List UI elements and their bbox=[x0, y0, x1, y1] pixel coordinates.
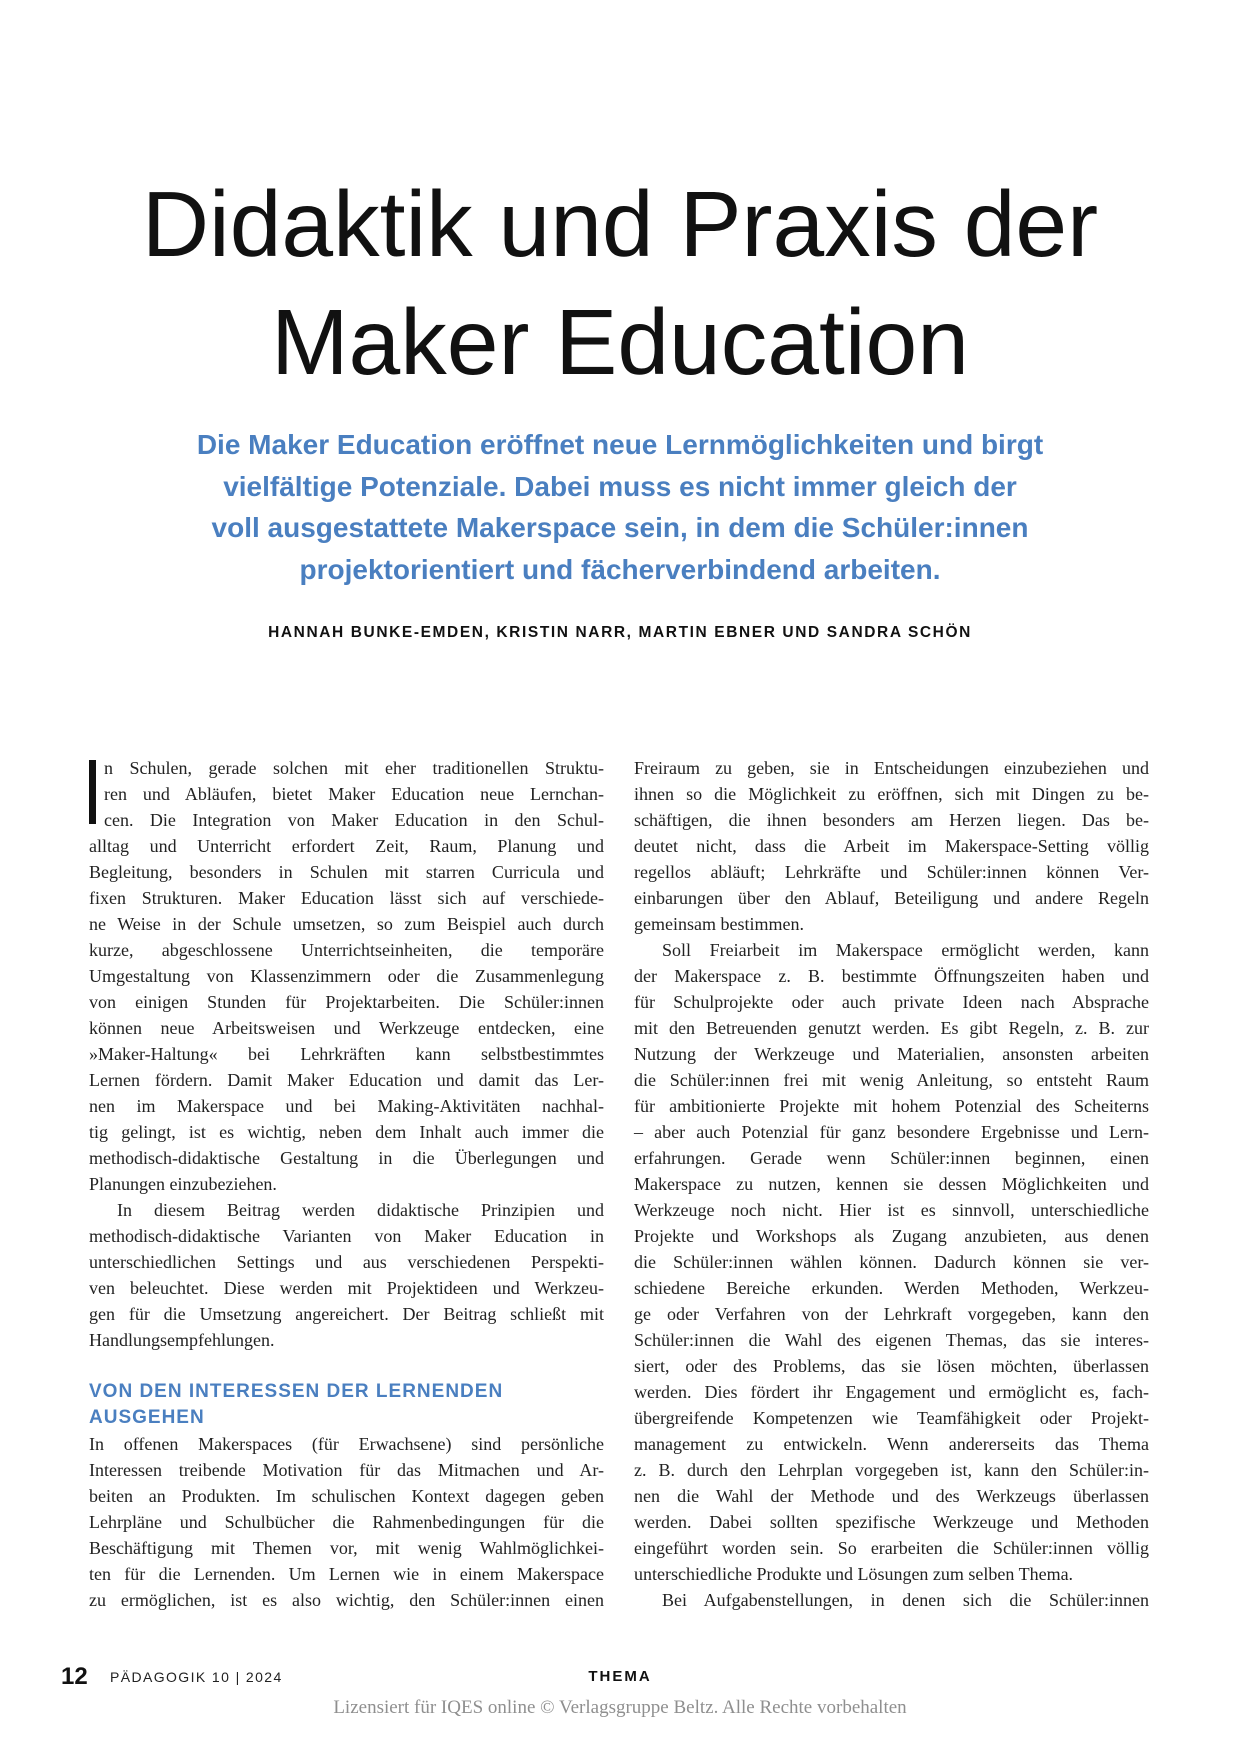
body-text-line: gemeinsam bestimmen. bbox=[634, 914, 804, 934]
body-text-line: ihnen so die Möglichkeit zu eröffnen, sich mit Dingen zu be- bbox=[634, 784, 1149, 804]
body-text-line: Lernen fördern. Damit Maker Education und damit das Ler- bbox=[89, 1070, 604, 1090]
body-text-line: schäftigen, die ihnen besonders am Herzen liegen. Das be- bbox=[634, 810, 1149, 830]
body-text-line: beiten an Produkten. Im schulischen Kontext dagegen geben bbox=[89, 1486, 604, 1506]
body-text-line: n Schulen, gerade solchen mit eher traditionellen Struktu- bbox=[104, 758, 604, 778]
lead-line: voll ausgestattete Makerspace sein, in dem die Schüler:innen bbox=[211, 512, 1029, 543]
body-text-line: deutet nicht, dass die Arbeit im Makerspace-Setting völlig bbox=[634, 836, 1149, 856]
article-lead bbox=[0, 424, 1240, 590]
body-text-line: Freiraum zu geben, sie in Entscheidungen einzubeziehen und bbox=[634, 758, 1149, 778]
body-text-line: Lehrpläne und Schulbücher die Rahmenbedingungen für die bbox=[89, 1512, 604, 1532]
body-text-line: Beschäftigung mit Themen vor, mit wenig Wahlmöglichkei- bbox=[89, 1538, 604, 1558]
section-heading-line: VON DEN INTERESSEN DER LERNENDEN bbox=[89, 1381, 504, 1402]
body-text-line: Bei Aufgabenstellungen, in denen sich die Schüler:innen bbox=[662, 1590, 1149, 1610]
body-text-line: In diesem Beitrag werden didaktische Prinzipien und bbox=[117, 1200, 604, 1220]
body-text-line: Makerspace zu nutzen, kennen sie dessen Möglichkeiten und bbox=[634, 1174, 1149, 1194]
body-text-line: ven beleuchtet. Diese werden mit Projektideen und Werkzeu- bbox=[89, 1278, 604, 1298]
body-text-line: management zu entwickeln. Wenn andererseits das Thema bbox=[634, 1434, 1149, 1454]
body-text-line: unterschiedliche Produkte und Lösungen zum selben Thema. bbox=[634, 1564, 1074, 1584]
body-text-line: eingeführt worden sein. So erarbeiten die Schüler:innen völlig bbox=[634, 1538, 1149, 1558]
body-text-line: werden. Dabei sollten spezifische Werkzeuge und Methoden bbox=[634, 1512, 1149, 1532]
lead-line: vielfältige Potenziale. Dabei muss es nicht immer gleich der bbox=[223, 470, 1017, 502]
authors-byline: HANNAH BUNKE-EMDEN, KRISTIN NARR, MARTIN EBNER UND SANDRA SCHÖN bbox=[268, 624, 972, 641]
body-text-line: kurze, abgeschlossene Unterrichtseinheiten, die temporäre bbox=[89, 940, 604, 960]
body-text-line: Umgestaltung von Klassenzimmern oder die Zusammenlegung bbox=[89, 966, 604, 986]
body-text-line: Nutzung der Werkzeuge und Materialien, ansonsten arbeiten bbox=[634, 1044, 1149, 1064]
article-title bbox=[0, 165, 1240, 401]
body-text-line: übergreifende Kompetenzen wie Teamfähigkeit oder Projekt- bbox=[634, 1408, 1149, 1428]
body-text-line: Interessen treibende Motivation für das Mitmachen und Ar- bbox=[89, 1460, 604, 1480]
body-text-line: für Schulprojekte oder auch private Ideen nach Absprache bbox=[634, 992, 1149, 1012]
body-text-line: erfahrungen. Gerade wenn Schüler:innen beginnen, einen bbox=[634, 1148, 1149, 1168]
left-column bbox=[89, 755, 604, 1613]
body-text-line: ren und Abläufen, bietet Maker Education neue Lernchan- bbox=[104, 784, 604, 804]
body-text-line: einbarungen über den Ablauf, Beteiligung und andere Regeln bbox=[634, 888, 1149, 908]
body-text-line: Planungen einzubeziehen. bbox=[89, 1174, 277, 1194]
body-text-line: schiedene Bereiche erkunden. Werden Methoden, Werkzeu- bbox=[634, 1278, 1149, 1298]
body-text-line: mit den Betreuenden genutzt werden. Es gibt Regeln, z. B. zur bbox=[634, 1018, 1149, 1038]
body-text-line: methodisch-didaktische Gestaltung in die Überlegungen und bbox=[89, 1148, 604, 1168]
spacer bbox=[89, 1353, 604, 1379]
body-text-line: fixen Strukturen. Maker Education lässt sich auf verschiede- bbox=[89, 888, 604, 908]
lead-line: projektorientiert und fächerverbindend arbeiten. bbox=[299, 553, 941, 585]
body-text-line: von einigen Stunden für Projektarbeiten. Die Schüler:innen bbox=[89, 992, 604, 1012]
body-text-line: ge oder Verfahren von der Lehrkraft vorgegeben, kann den bbox=[634, 1304, 1149, 1324]
body-text-line: – aber auch Potenzial für ganz besondere Ergebnisse und Lern- bbox=[634, 1122, 1149, 1142]
body-text-line: die Schüler:innen wählen können. Dadurch können sie ver- bbox=[634, 1252, 1149, 1272]
body-text-line: Projekte und Workshops als Zugang anzubieten, aus denen bbox=[634, 1226, 1149, 1246]
body-text-line: Handlungsempfehlungen. bbox=[89, 1330, 275, 1350]
body-text-line: siert, oder des Problems, das sie lösen möchten, überlassen bbox=[634, 1356, 1149, 1376]
body-text-line: nen im Makerspace und bei Making-Aktivitäten nachhal- bbox=[89, 1096, 604, 1116]
body-text-line: regellos abläuft; Lehrkräfte und Schüler:innen können Ver- bbox=[634, 862, 1149, 882]
body-text-line: gen für die Umsetzung angereichert. Der Beitrag schließt mit bbox=[89, 1304, 604, 1324]
lead-line: Die Maker Education eröffnet neue Lernmöglichkeiten und birgt bbox=[196, 429, 1044, 460]
body-text-line: z. B. durch den Lehrplan vorgegeben ist, kann den Schüler:in- bbox=[634, 1460, 1149, 1480]
right-column bbox=[634, 755, 1149, 1613]
body-text-line: für ambitionierte Projekte mit hohem Potenzial des Scheiterns bbox=[634, 1096, 1149, 1116]
body-text-line: In offenen Makerspaces (für Erwachsene) sind persönliche bbox=[89, 1434, 604, 1454]
section-heading-line: AUSGEHEN bbox=[89, 1407, 205, 1428]
title-line: Didaktik und Praxis der bbox=[141, 172, 1099, 276]
body-text-line: können neue Arbeitsweisen und Werkzeuge entdecken, eine bbox=[89, 1018, 604, 1038]
body-text-line: Soll Freiarbeit im Makerspace ermöglicht werden, kann bbox=[662, 940, 1149, 960]
body-text-line: »Maker-Haltung« bei Lehrkräften kann selbstbestimmtes bbox=[89, 1044, 604, 1064]
body-text-line: alltag und Unterricht erfordert Zeit, Raum, Planung und bbox=[89, 836, 604, 856]
body-text-line: ne Weise in der Schule umsetzen, so zum Beispiel auch durch bbox=[89, 914, 604, 934]
license-notice: Lizensiert für IQES online © Verlagsgruppe Beltz. Alle Rechte vorbehalten bbox=[333, 1697, 907, 1718]
body-text-line: der Makerspace z. B. bestimmte Öffnungszeiten haben und bbox=[634, 966, 1149, 986]
body-text-line: tig gelingt, ist es wichtig, neben dem Inhalt auch immer die bbox=[89, 1122, 604, 1142]
body-text-line: die Schüler:innen frei mit wenig Anleitung, so entsteht Raum bbox=[634, 1070, 1149, 1090]
body-text-line: Werkzeuge noch nicht. Hier ist es sinnvoll, unterschiedliche bbox=[634, 1200, 1149, 1220]
body-text-line: unterschiedlichen Settings und aus verschiedenen Perspekti- bbox=[89, 1252, 604, 1272]
body-text-line: methodisch-didaktische Varianten von Maker Education in bbox=[89, 1226, 604, 1246]
body-text-line: werden. Dies fördert ihr Engagement und ermöglicht es, fach- bbox=[634, 1382, 1149, 1402]
body-text-line: cen. Die Integration von Maker Education in den Schul- bbox=[104, 810, 604, 830]
body-text-line: nen die Wahl der Methode und des Werkzeugs überlassen bbox=[634, 1486, 1149, 1506]
body-text-line: Begleitung, besonders in Schulen mit starren Curricula und bbox=[89, 862, 604, 882]
body-text-line: zu ermöglichen, ist es also wichtig, den Schüler:innen einen bbox=[89, 1590, 604, 1610]
body-text-line: Schüler:innen die Wahl des eigenen Themas, das sie interes- bbox=[634, 1330, 1149, 1350]
section-label: THEMA bbox=[588, 1668, 652, 1685]
page-number: 12 bbox=[61, 1663, 88, 1690]
title-line: Maker Education bbox=[271, 290, 969, 394]
journal-issue: PÄDAGOGIK 10 | 2024 bbox=[110, 1669, 283, 1685]
body-text-line: ten für die Lernenden. Um Lernen wie in einem Makerspace bbox=[89, 1564, 604, 1584]
